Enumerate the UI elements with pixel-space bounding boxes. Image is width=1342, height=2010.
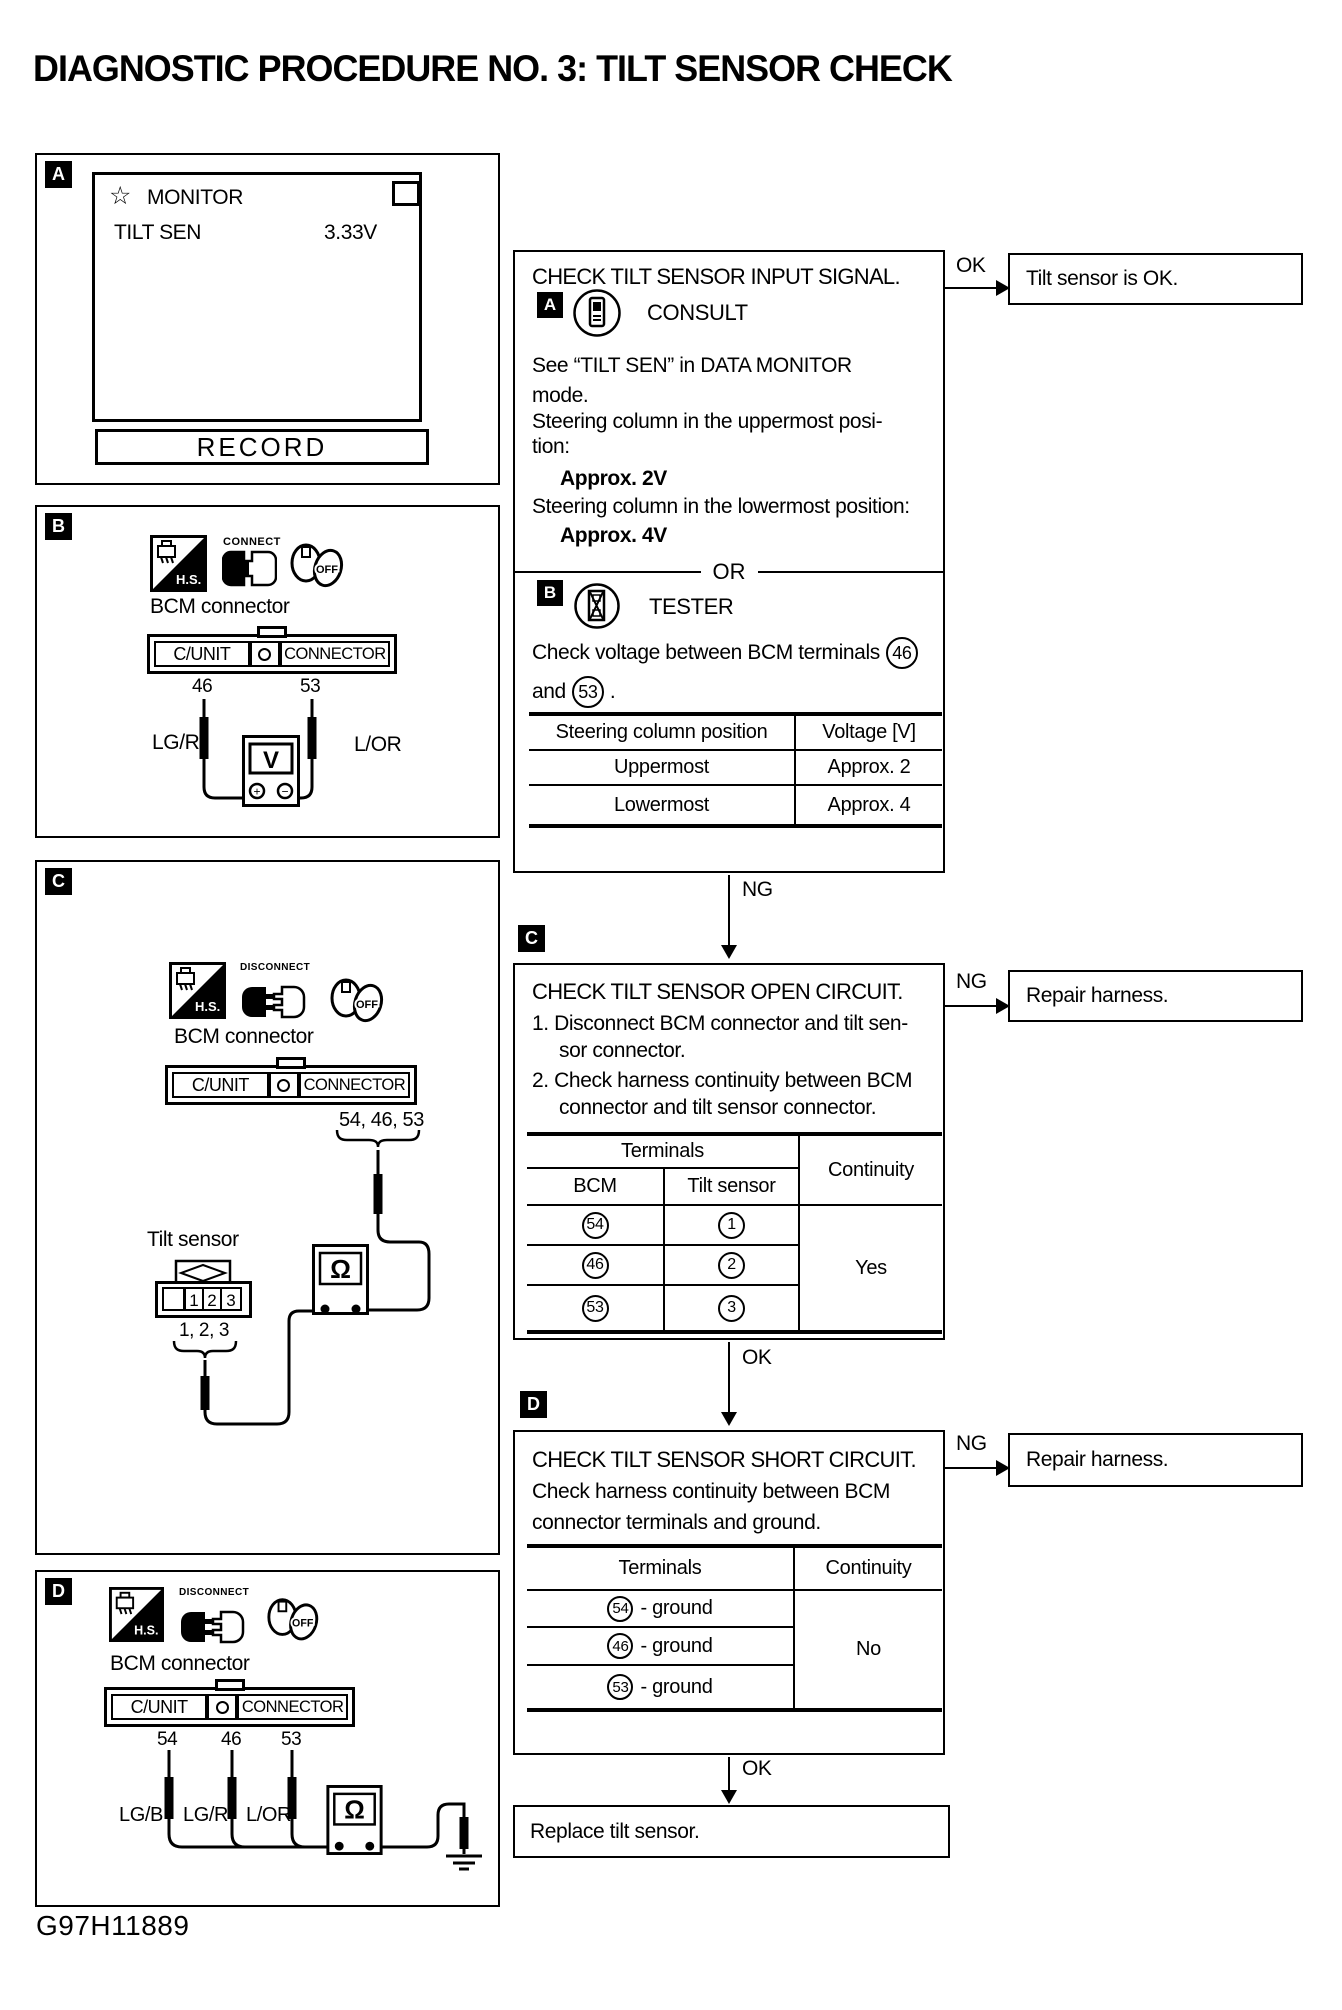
ok-edge-label-2: OK <box>742 1346 772 1369</box>
ok-line-2 <box>728 1342 730 1414</box>
connector-cunit-cell: C/UNIT <box>154 641 250 667</box>
or-label: OR <box>712 559 746 584</box>
svg-text:OFF: OFF <box>292 1617 314 1630</box>
svg-text:V: V <box>262 747 280 774</box>
replace-tilt-sensor-text: Replace tilt sensor. <box>530 1820 700 1843</box>
terminal-46-label: 46 <box>221 1729 242 1750</box>
ok-line-3 <box>728 1757 730 1792</box>
connector-connector-cell: CONNECTOR <box>237 1694 348 1720</box>
ng-edge-label-1: NG <box>742 878 773 901</box>
continuity-header: Continuity <box>800 1136 942 1206</box>
underbrace-54-46-53 <box>337 1130 419 1147</box>
panel-a-tag: A <box>45 161 72 188</box>
step1-line2: mode. <box>532 384 589 407</box>
step2-line2: sor connector. <box>559 1039 686 1062</box>
table-cell: 2 <box>665 1246 800 1286</box>
ground-icon <box>446 1856 482 1869</box>
ohmmeter-icon <box>325 1785 384 1855</box>
connector-cunit-cell: C/UNIT <box>111 1694 207 1720</box>
consult-icon <box>572 288 622 338</box>
wire-color-lgr: LG/R <box>152 731 200 754</box>
step1-approx-4v: Approx. 4V <box>560 524 667 547</box>
flow-step-2-tag: C <box>518 925 545 952</box>
terminal-54-label: 54 <box>157 1729 178 1750</box>
ng-arrow-line-2 <box>945 1005 1000 1007</box>
bcm-connector-caption: BCM connector <box>174 1025 314 1048</box>
connect-label: CONNECT <box>223 536 281 548</box>
panel-d <box>35 1570 500 1907</box>
tester-label: TESTER <box>649 594 734 619</box>
continuity-table-open <box>527 1132 942 1334</box>
table-cell: 1 <box>665 1206 800 1246</box>
terminal-53-circled: 53 <box>572 676 604 708</box>
terminals-header: Terminals <box>527 1548 795 1591</box>
ohmmeter-icon <box>312 1244 369 1315</box>
tilt-sensor-label: Tilt sensor <box>147 1228 239 1251</box>
table-cell: Approx. 4 <box>827 793 911 816</box>
ng-line-1 <box>728 875 730 947</box>
panel-d-tag: D <box>45 1578 72 1605</box>
page-title: DIAGNOSTIC PROCEDURE NO. 3: TILT SENSOR CHECK <box>33 48 952 89</box>
step2-line3: 2. Check harness continuity between BCM <box>532 1069 913 1092</box>
consult-label: CONSULT <box>647 300 748 325</box>
svg-text:2: 2 <box>207 1291 217 1310</box>
consult-monitor-screen <box>92 172 422 422</box>
step1-line4: tion: <box>532 435 570 458</box>
panel-c <box>35 860 500 1555</box>
terminal-53-label: 53 <box>281 1729 302 1750</box>
step2-line4: connector and tilt sensor connector. <box>559 1096 877 1119</box>
step1-consult-tag: A <box>537 292 563 318</box>
panel-c-tag: C <box>45 868 72 895</box>
svg-text:3: 3 <box>226 1291 236 1310</box>
table-cell: 46 <box>527 1246 665 1286</box>
wire-color-lgr: LG/R <box>183 1804 229 1826</box>
pins-1-2-3-label: 1, 2, 3 <box>179 1320 230 1341</box>
ok-arrowhead-3 <box>721 1790 737 1804</box>
step1-line6: Steering column in the lowermost position: <box>532 495 910 518</box>
table-cell: 3 <box>665 1286 800 1330</box>
figure-code: G97H11889 <box>36 1910 190 1941</box>
star-icon: ☆ <box>109 182 132 210</box>
table-cell: 54 <box>527 1206 665 1246</box>
table-cell: Uppermost <box>529 751 796 786</box>
ok-arrow-line-1 <box>945 287 1000 289</box>
flow-step-3 <box>513 1430 945 1755</box>
ng-edge-label-3: NG <box>956 1432 987 1455</box>
table-cell: 46 - ground <box>527 1628 795 1666</box>
disconnect-label: DISCONNECT <box>179 1587 250 1598</box>
result-ok-text: Tilt sensor is OK. <box>1026 267 1178 290</box>
result-replace-tilt-sensor <box>513 1805 950 1858</box>
panel-b-tag: B <box>45 513 72 540</box>
monitor-title: MONITOR <box>147 186 243 209</box>
ng-arrow-line-3 <box>945 1467 1000 1469</box>
step1-line1: See “TILT SEN” in DATA MONITOR <box>532 354 852 377</box>
table-cell: Approx. 2 <box>796 751 942 786</box>
repair-harness-text: Repair harness. <box>1026 1448 1169 1471</box>
terminal-46-circled: 46 <box>886 637 918 669</box>
voltage-table-col1-header: Steering column position <box>529 716 796 751</box>
step1-approx-2v: Approx. 2V <box>560 467 667 490</box>
record-button: RECORD <box>95 429 429 465</box>
flow-step-2 <box>513 963 945 1340</box>
wire-color-lor: L/OR <box>246 1804 292 1826</box>
connector-connector-cell: CONNECTOR <box>299 1072 410 1098</box>
terminal-46-label: 46 <box>192 676 213 697</box>
result-repair-harness-2 <box>1008 1433 1303 1487</box>
terminals-header: Terminals <box>527 1136 800 1169</box>
repair-harness-text: Repair harness. <box>1026 984 1169 1007</box>
bcm-connector-caption: BCM connector <box>110 1652 250 1675</box>
step3-line2: connector terminals and ground. <box>532 1511 821 1534</box>
ok-edge-label-1: OK <box>956 254 986 277</box>
terminal-53-label: 53 <box>300 676 321 697</box>
svg-text:H.S.: H.S. <box>134 1623 159 1638</box>
bcm-connector-caption: BCM connector <box>150 595 290 618</box>
continuity-table-short <box>527 1544 942 1712</box>
step2-line1: 1. Disconnect BCM connector and tilt sen- <box>532 1012 908 1035</box>
panel-b <box>35 505 500 838</box>
monitor-param: TILT SEN <box>114 221 202 244</box>
step3-title: CHECK TILT SENSOR SHORT CIRCUIT. <box>532 1447 916 1472</box>
step2-title: CHECK TILT SENSOR OPEN CIRCUIT. <box>532 979 903 1004</box>
ng-arrowhead-1 <box>721 945 737 959</box>
voltage-table-col2-header: Voltage [V] <box>796 716 942 751</box>
tilt-sensor-subheader: Tilt sensor <box>665 1169 800 1206</box>
flow-step-3-tag: D <box>520 1391 547 1418</box>
wire-color-lgb: LG/B <box>119 1804 163 1826</box>
svg-text:H.S.: H.S. <box>176 572 202 587</box>
flow-step-1 <box>513 250 945 873</box>
table-cell: 54 - ground <box>527 1591 795 1628</box>
table-cell: 53 - ground <box>527 1666 795 1708</box>
step1-line3: Steering column in the uppermost posi- <box>532 410 883 433</box>
terminals-54-46-53-label: 54, 46, 53 <box>339 1109 424 1131</box>
continuity-result-yes: Yes <box>855 1256 887 1279</box>
step1-check-line1: Check voltage between BCM terminals 46 <box>532 637 918 669</box>
svg-text:Ω: Ω <box>330 1254 351 1284</box>
continuity-result-no: No <box>856 1638 881 1660</box>
continuity-header: Continuity <box>795 1548 942 1591</box>
monitor-value: 3.33V <box>324 221 377 244</box>
bcm-subheader: BCM <box>527 1169 665 1206</box>
svg-text:H.S.: H.S. <box>195 999 221 1014</box>
step1-tester-tag: B <box>537 580 563 606</box>
svg-text:+: + <box>253 784 261 799</box>
svg-text:OFF: OFF <box>356 999 378 1011</box>
svg-text:1: 1 <box>189 1291 199 1310</box>
panel-d-wires <box>37 1572 502 1909</box>
svg-text:−: − <box>281 784 289 799</box>
panel-a <box>35 153 500 485</box>
disconnect-label: DISCONNECT <box>240 962 311 973</box>
result-repair-harness-1 <box>1008 970 1303 1022</box>
step1-check-line2: and 53 . <box>532 676 615 708</box>
table-cell: 53 <box>527 1286 665 1330</box>
panel-c-wires <box>37 862 502 1557</box>
step1-title: CHECK TILT SENSOR INPUT SIGNAL. <box>532 264 900 289</box>
wire-color-lor: L/OR <box>354 733 402 756</box>
voltage-table <box>529 712 942 828</box>
ng-edge-label-2: NG <box>956 970 987 993</box>
svg-text:Ω: Ω <box>344 1796 365 1825</box>
table-cell: Lowermost <box>529 786 796 824</box>
step3-line1: Check harness continuity between BCM <box>532 1480 890 1503</box>
monitor-corner-box <box>392 181 420 206</box>
svg-text:OFF: OFF <box>316 564 338 576</box>
connector-connector-cell: CONNECTOR <box>280 641 390 667</box>
ok-edge-label-3: OK <box>742 1757 772 1780</box>
tester-icon <box>573 582 621 630</box>
ok-arrowhead-2 <box>721 1412 737 1426</box>
voltmeter-icon <box>242 735 300 807</box>
underbrace-1-2-3 <box>174 1341 236 1358</box>
result-tilt-sensor-ok <box>1008 253 1303 305</box>
connector-cunit-cell: C/UNIT <box>172 1072 269 1098</box>
